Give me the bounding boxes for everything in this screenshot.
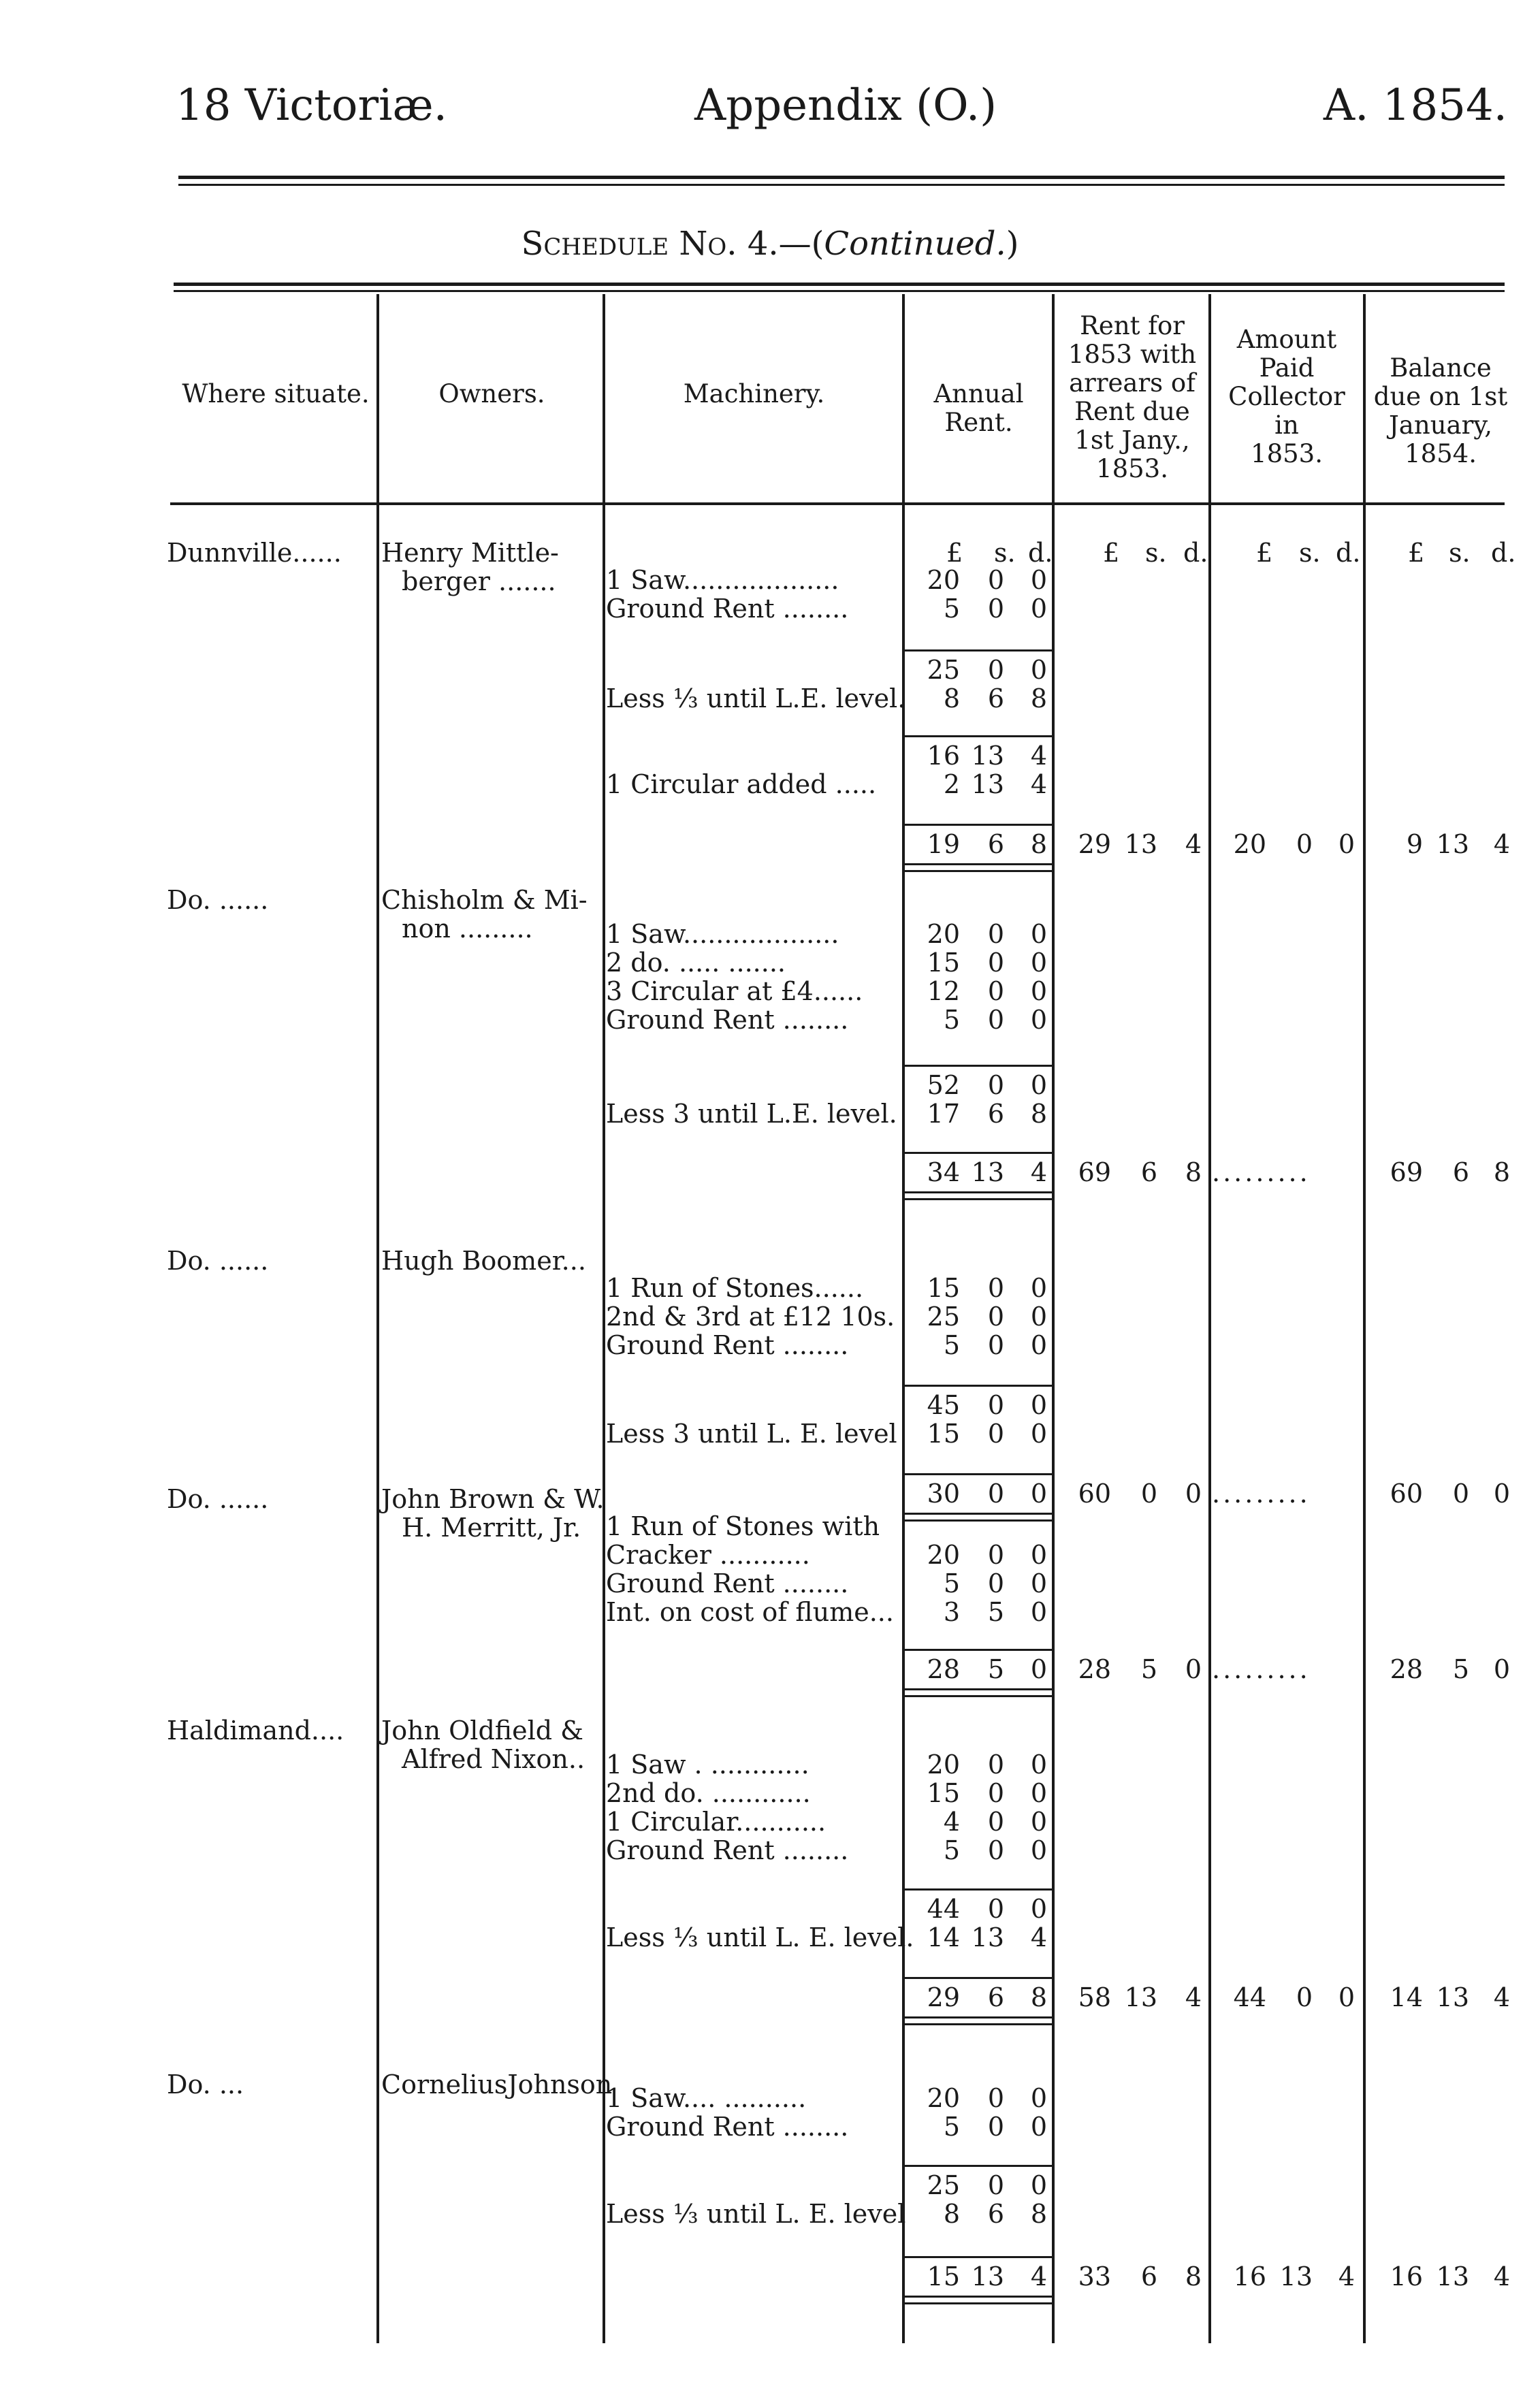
annual-rent-shillings: 0 <box>987 1070 1004 1100</box>
col-header-balance-line: due on 1st <box>1373 382 1508 411</box>
annual-rent-pounds: 5 <box>943 2112 960 2142</box>
annual-rent-pence: 0 <box>1030 1894 1047 1924</box>
annual-rent-pence: 0 <box>1030 1835 1047 1865</box>
annual-rent-pounds: 5 <box>943 1005 960 1035</box>
col-header-rent-for-line: arrears of <box>1069 368 1196 398</box>
annual-rent-shillings: 6 <box>987 683 1004 713</box>
machinery-item: Less ⅓ until L. E. level. <box>606 1923 914 1952</box>
annual-rent-pence: 0 <box>1030 2170 1047 2200</box>
total-double-rule <box>904 2296 1052 2298</box>
col-header-rent-for-line: Rent due <box>1074 397 1190 426</box>
annual-rent-pence: 0 <box>1030 1005 1047 1035</box>
annual-rent-pounds: 20 <box>927 1540 960 1570</box>
balance-pounds: 60 <box>1390 1479 1423 1509</box>
col-header-amount-paid-line: Amount <box>1236 325 1337 354</box>
annual-rent-pence: 0 <box>1030 565 1047 595</box>
machinery-item: Cracker ........... <box>606 1540 810 1570</box>
machinery-item: 2 do. ..... ....... <box>606 948 786 978</box>
annual-rent-pounds: 16 <box>927 741 960 771</box>
amount-paid-dots: ......... <box>1212 1157 1311 1187</box>
schedule-title-continued: Continued. <box>824 225 1006 263</box>
annual-rent-shillings: 0 <box>987 1302 1004 1332</box>
total-double-rule <box>904 1688 1052 1690</box>
annual-rent-pence: 0 <box>1030 2112 1047 2142</box>
annual-rent-pence: 8 <box>1030 1982 1047 2012</box>
annual-rent-shillings: 0 <box>987 1540 1004 1570</box>
currency-pound: £ <box>1408 538 1425 568</box>
balance-pounds: 16 <box>1390 2262 1423 2291</box>
annual-rent-shillings: 0 <box>987 1778 1004 1808</box>
where-situate: Do. ...... <box>167 1246 269 1276</box>
where-situate: Haldimand.... <box>167 1716 344 1746</box>
balance-pounds: 14 <box>1390 1982 1423 2012</box>
currency-pound: £ <box>1103 538 1120 568</box>
amount-paid-pence: 4 <box>1338 2262 1355 2291</box>
annual-rent-pence: 0 <box>1030 919 1047 949</box>
owner-name: Chisholm & Mi- <box>381 885 588 915</box>
annual-rent-pounds: 45 <box>927 1390 960 1420</box>
annual-rent-pounds: 34 <box>927 1157 960 1187</box>
annual-rent-shillings: 0 <box>987 565 1004 595</box>
subtotal-rule <box>904 1977 1052 1979</box>
amount-paid-pence: 0 <box>1338 829 1355 859</box>
currency-d: d. <box>1491 538 1516 568</box>
subtotal-rule <box>904 649 1052 651</box>
machinery-item: 3 Circular at £4...... <box>606 976 863 1006</box>
rent-for-shillings: 0 <box>1140 1479 1157 1509</box>
annual-rent-pounds: 19 <box>927 829 960 859</box>
amount-paid-pounds: 16 <box>1233 2262 1266 2291</box>
annual-rent-pounds: 5 <box>943 594 960 624</box>
balance-shillings: 6 <box>1452 1157 1469 1187</box>
annual-rent-pence: 0 <box>1030 1302 1047 1332</box>
col-header-amount-paid-line: Paid <box>1259 353 1315 383</box>
annual-rent-shillings: 13 <box>971 769 1004 799</box>
column-divider <box>1052 294 1055 2343</box>
machinery-item: Ground Rent ........ <box>606 1330 849 1360</box>
annual-rent-pence: 0 <box>1030 1750 1047 1780</box>
col-header-amount-paid-line: Collector <box>1228 382 1345 411</box>
annual-rent-shillings: 0 <box>987 1273 1004 1303</box>
rent-for-pounds: 58 <box>1078 1982 1111 2012</box>
machinery-item: Ground Rent ........ <box>606 594 849 624</box>
annual-rent-pounds: 12 <box>927 976 960 1006</box>
col-header-rent-for-line: Rent for <box>1080 311 1185 340</box>
machinery-item: 1 Run of Stones with <box>606 1511 880 1541</box>
currency-d: d. <box>1028 538 1053 568</box>
column-divider <box>376 294 379 2343</box>
annual-rent-shillings: 6 <box>987 829 1004 859</box>
schedule-title-close: ) <box>1006 225 1019 263</box>
rent-for-pence: 4 <box>1185 1982 1202 2012</box>
annual-rent-pence: 8 <box>1030 2199 1047 2229</box>
amount-paid-dots: ......... <box>1212 1654 1311 1684</box>
header-center: Appendix (O.) <box>694 80 997 131</box>
balance-pence: 8 <box>1493 1157 1510 1187</box>
total-double-rule <box>904 1191 1052 1193</box>
currency-s: s. <box>994 538 1016 568</box>
machinery-item: 1 Circular added ..... <box>606 769 877 799</box>
total-double-rule <box>904 2302 1052 2304</box>
col-header-balance <box>1366 354 1515 468</box>
annual-rent-shillings: 0 <box>987 1479 1004 1509</box>
owner-name: John Oldfield & <box>381 1716 583 1746</box>
annual-rent-pence: 4 <box>1030 741 1047 771</box>
annual-rent-pence: 0 <box>1030 948 1047 978</box>
machinery-item: 1 Circular........... <box>606 1807 827 1837</box>
subtotal-rule <box>904 1385 1052 1387</box>
annual-rent-pence: 4 <box>1030 769 1047 799</box>
balance-pounds: 9 <box>1406 829 1423 859</box>
table-rule-top2 <box>174 290 1505 292</box>
rent-for-pounds: 33 <box>1078 2262 1111 2291</box>
total-double-rule <box>904 1513 1052 1515</box>
machinery-item: Ground Rent ........ <box>606 1835 849 1865</box>
schedule-title-main: Schedule No. 4. <box>521 225 779 263</box>
where-situate: Do. ...... <box>167 885 269 915</box>
annual-rent-pounds: 25 <box>927 655 960 685</box>
owner-name: berger ....... <box>402 566 556 596</box>
rent-for-pence: 4 <box>1185 829 1202 859</box>
total-double-rule <box>904 1695 1052 1697</box>
annual-rent-shillings: 0 <box>987 655 1004 685</box>
subtotal-rule <box>904 1473 1052 1475</box>
total-double-rule <box>904 2023 1052 2025</box>
annual-rent-pence: 0 <box>1030 1597 1047 1627</box>
amount-paid-pounds: 20 <box>1233 829 1266 859</box>
total-double-rule <box>904 1519 1052 1522</box>
subtotal-rule <box>904 824 1052 826</box>
annual-rent-pence: 4 <box>1030 1923 1047 1952</box>
annual-rent-pence: 0 <box>1030 1479 1047 1509</box>
machinery-item: 2nd & 3rd at £12 10s. <box>606 1302 895 1332</box>
machinery-item: Less 3 until L.E. level. <box>606 1099 897 1129</box>
annual-rent-pence: 0 <box>1030 1330 1047 1360</box>
col-header-annual-rent-line: Annual <box>933 379 1024 408</box>
annual-rent-pounds: 15 <box>927 1778 960 1808</box>
annual-rent-pence: 0 <box>1030 1778 1047 1808</box>
total-double-rule <box>904 1198 1052 1200</box>
owner-name: Hugh Boomer... <box>381 1246 586 1276</box>
annual-rent-shillings: 13 <box>971 1923 1004 1952</box>
currency-pound: £ <box>946 538 963 568</box>
annual-rent-shillings: 5 <box>987 1597 1004 1627</box>
machinery-item: 1 Saw . ............ <box>606 1750 809 1780</box>
currency-d: d. <box>1183 538 1208 568</box>
machinery-item: 1 Saw.... .......... <box>606 2083 807 2113</box>
machinery-item: 1 Run of Stones...... <box>606 1273 864 1303</box>
annual-rent-pence: 0 <box>1030 1419 1047 1449</box>
balance-pence: 0 <box>1493 1479 1510 1509</box>
col-header-annual-rent <box>905 380 1052 437</box>
balance-pence: 4 <box>1493 2262 1510 2291</box>
annual-rent-pence: 0 <box>1030 1568 1047 1598</box>
col-header-rent-for-line: 1st Jany., <box>1074 425 1190 455</box>
subtotal-rule <box>904 2165 1052 2167</box>
subtotal-rule <box>904 1649 1052 1651</box>
annual-rent-pounds: 17 <box>927 1099 960 1129</box>
rent-for-pounds: 29 <box>1078 829 1111 859</box>
balance-pounds: 28 <box>1390 1654 1423 1684</box>
rent-for-pence: 0 <box>1185 1479 1202 1509</box>
col-header-balance-line: 1854. <box>1405 439 1477 468</box>
subtotal-rule <box>904 1888 1052 1891</box>
owner-name: John Brown & W. <box>381 1484 605 1514</box>
annual-rent-pence: 0 <box>1030 1273 1047 1303</box>
header-left: 18 Victoriæ. <box>176 80 447 131</box>
annual-rent-pence: 4 <box>1030 2262 1047 2291</box>
column-divider <box>1208 294 1211 2343</box>
balance-shillings: 5 <box>1452 1654 1469 1684</box>
annual-rent-pounds: 15 <box>927 2262 960 2291</box>
header-right: A. 1854. <box>1323 80 1507 131</box>
annual-rent-shillings: 0 <box>987 1894 1004 1924</box>
col-header-balance-line: Balance <box>1390 353 1492 383</box>
annual-rent-shillings: 0 <box>987 1568 1004 1598</box>
annual-rent-pence: 0 <box>1030 1390 1047 1420</box>
where-situate: Do. ... <box>167 2070 244 2100</box>
annual-rent-pounds: 30 <box>927 1479 960 1509</box>
annual-rent-pounds: 2 <box>943 769 960 799</box>
annual-rent-shillings: 0 <box>987 2083 1004 2113</box>
amount-paid-pence: 0 <box>1338 1982 1355 2012</box>
machinery-item: Less ⅓ until L. E. level <box>606 2199 906 2229</box>
col-header-owners: Owners. <box>438 379 545 408</box>
col-header-rent-for-line: 1853. <box>1096 454 1168 483</box>
rent-for-pounds: 69 <box>1078 1157 1111 1187</box>
annual-rent-shillings: 0 <box>987 919 1004 949</box>
col-header-rent-for <box>1057 312 1208 483</box>
amount-paid-shillings: 0 <box>1296 1982 1313 2012</box>
total-double-rule <box>904 863 1052 865</box>
col-header-amount-paid-line: 1853. <box>1251 439 1323 468</box>
rent-for-shillings: 6 <box>1140 2262 1157 2291</box>
annual-rent-pounds: 44 <box>927 1894 960 1924</box>
annual-rent-pounds: 20 <box>927 565 960 595</box>
machinery-item: Ground Rent ........ <box>606 2112 849 2142</box>
annual-rent-pounds: 15 <box>927 1419 960 1449</box>
annual-rent-pounds: 52 <box>927 1070 960 1100</box>
annual-rent-pence: 0 <box>1030 1540 1047 1570</box>
balance-pounds: 69 <box>1390 1157 1423 1187</box>
col-header-rent-for-line: 1853 with <box>1068 340 1197 369</box>
balance-shillings: 13 <box>1436 829 1469 859</box>
col-header-where: Where situate. <box>182 379 370 408</box>
amount-paid-pounds: 44 <box>1233 1982 1266 2012</box>
subtotal-rule <box>904 2256 1052 2258</box>
annual-rent-pounds: 15 <box>927 948 960 978</box>
machinery-item: Int. on cost of flume... <box>606 1597 894 1627</box>
col-header-amount-paid <box>1212 325 1362 468</box>
annual-rent-shillings: 0 <box>987 594 1004 624</box>
rent-for-pence: 8 <box>1185 1157 1202 1187</box>
annual-rent-pounds: 5 <box>943 1568 960 1598</box>
annual-rent-shillings: 13 <box>971 741 1004 771</box>
annual-rent-pence: 8 <box>1030 829 1047 859</box>
annual-rent-shillings: 0 <box>987 1750 1004 1780</box>
machinery-item: 1 Saw................... <box>606 565 839 595</box>
annual-rent-shillings: 0 <box>987 948 1004 978</box>
col-header-amount-paid-line: in <box>1274 411 1299 440</box>
annual-rent-pence: 0 <box>1030 1654 1047 1684</box>
currency-s: s. <box>1145 538 1167 568</box>
rent-for-pence: 8 <box>1185 2262 1202 2291</box>
machinery-item: Ground Rent ........ <box>606 1005 849 1035</box>
machinery-item: 2nd do. ............ <box>606 1778 811 1808</box>
col-header-annual-rent-line: Rent. <box>944 408 1013 437</box>
currency-s: s. <box>1449 538 1471 568</box>
annual-rent-pounds: 8 <box>943 683 960 713</box>
annual-rent-shillings: 0 <box>987 1807 1004 1837</box>
annual-rent-shillings: 0 <box>987 2112 1004 2142</box>
annual-rent-pounds: 20 <box>927 2083 960 2113</box>
annual-rent-pounds: 20 <box>927 1750 960 1780</box>
annual-rent-pounds: 5 <box>943 1835 960 1865</box>
annual-rent-pence: 0 <box>1030 976 1047 1006</box>
total-double-rule <box>904 870 1052 872</box>
annual-rent-pence: 0 <box>1030 594 1047 624</box>
owner-name: CorneliusJohnson <box>381 2070 613 2100</box>
annual-rent-shillings: 0 <box>987 1390 1004 1420</box>
subtotal-rule <box>904 1152 1052 1154</box>
rent-for-pounds: 60 <box>1078 1479 1111 1509</box>
annual-rent-shillings: 13 <box>971 2262 1004 2291</box>
balance-shillings: 0 <box>1452 1479 1469 1509</box>
column-divider <box>902 294 905 2343</box>
where-situate: Do. ...... <box>167 1484 269 1514</box>
amount-paid-shillings: 13 <box>1279 2262 1313 2291</box>
schedule-title-dash: —( <box>778 225 824 263</box>
annual-rent-pounds: 3 <box>943 1597 960 1627</box>
annual-rent-pence: 8 <box>1030 683 1047 713</box>
annual-rent-shillings: 0 <box>987 976 1004 1006</box>
col-header-balance-line: January, <box>1388 411 1493 440</box>
owner-name: non ......... <box>402 914 533 944</box>
machinery-item: 1 Saw................... <box>606 919 839 949</box>
annual-rent-shillings: 5 <box>987 1654 1004 1684</box>
rent-for-shillings: 13 <box>1124 1982 1157 2012</box>
annual-rent-shillings: 0 <box>987 1835 1004 1865</box>
balance-pence: 4 <box>1493 829 1510 859</box>
annual-rent-pence: 0 <box>1030 1807 1047 1837</box>
annual-rent-pence: 4 <box>1030 1157 1047 1187</box>
rent-for-shillings: 5 <box>1140 1654 1157 1684</box>
rent-for-pence: 0 <box>1185 1654 1202 1684</box>
annual-rent-pounds: 4 <box>943 1807 960 1837</box>
annual-rent-pence: 0 <box>1030 2083 1047 2113</box>
where-situate: Dunnville...... <box>167 538 342 568</box>
currency-d: d. <box>1336 538 1361 568</box>
amount-paid-dots: ......... <box>1212 1479 1311 1509</box>
owner-name: Alfred Nixon.. <box>402 1744 585 1774</box>
annual-rent-pounds: 29 <box>927 1982 960 2012</box>
owner-name: H. Merritt, Jr. <box>402 1513 581 1543</box>
currency-pound: £ <box>1256 538 1273 568</box>
annual-rent-pence: 0 <box>1030 1070 1047 1100</box>
owner-name: Henry Mittle- <box>381 538 559 568</box>
col-header-machinery: Machinery. <box>683 379 825 408</box>
header-bottom-rule <box>170 502 1505 505</box>
annual-rent-shillings: 6 <box>987 1982 1004 2012</box>
annual-rent-pence: 0 <box>1030 655 1047 685</box>
table-rule-top <box>174 283 1505 286</box>
rent-for-shillings: 13 <box>1124 829 1157 859</box>
annual-rent-shillings: 6 <box>987 1099 1004 1129</box>
annual-rent-pounds: 25 <box>927 2170 960 2200</box>
annual-rent-shillings: 0 <box>987 2170 1004 2200</box>
subtotal-rule <box>904 1065 1052 1067</box>
balance-pence: 0 <box>1493 1654 1510 1684</box>
rent-for-pounds: 28 <box>1078 1654 1111 1684</box>
subtotal-rule <box>904 735 1052 737</box>
machinery-item: Ground Rent ........ <box>606 1568 849 1598</box>
balance-shillings: 13 <box>1436 1982 1469 2012</box>
annual-rent-pounds: 25 <box>927 1302 960 1332</box>
machinery-item: Less ⅓ until L.E. level. <box>606 683 906 713</box>
annual-rent-shillings: 0 <box>987 1330 1004 1360</box>
balance-shillings: 13 <box>1436 2262 1469 2291</box>
annual-rent-pounds: 8 <box>943 2199 960 2229</box>
balance-pence: 4 <box>1493 1982 1510 2012</box>
annual-rent-pounds: 28 <box>927 1654 960 1684</box>
amount-paid-shillings: 0 <box>1296 829 1313 859</box>
annual-rent-shillings: 13 <box>971 1157 1004 1187</box>
column-divider <box>603 294 605 2343</box>
annual-rent-shillings: 6 <box>987 2199 1004 2229</box>
rent-for-shillings: 6 <box>1140 1157 1157 1187</box>
annual-rent-shillings: 0 <box>987 1419 1004 1449</box>
machinery-item: Less 3 until L. E. level <box>606 1419 897 1449</box>
total-double-rule <box>904 2016 1052 2018</box>
annual-rent-pounds: 14 <box>927 1923 960 1952</box>
annual-rent-pounds: 20 <box>927 919 960 949</box>
column-divider <box>1363 294 1366 2343</box>
header-rule-top <box>178 176 1505 179</box>
annual-rent-pence: 8 <box>1030 1099 1047 1129</box>
annual-rent-pounds: 5 <box>943 1330 960 1360</box>
header-rule-bottom <box>178 184 1505 186</box>
annual-rent-pounds: 15 <box>927 1273 960 1303</box>
currency-s: s. <box>1299 538 1321 568</box>
schedule-title <box>0 225 1540 263</box>
annual-rent-shillings: 0 <box>987 1005 1004 1035</box>
